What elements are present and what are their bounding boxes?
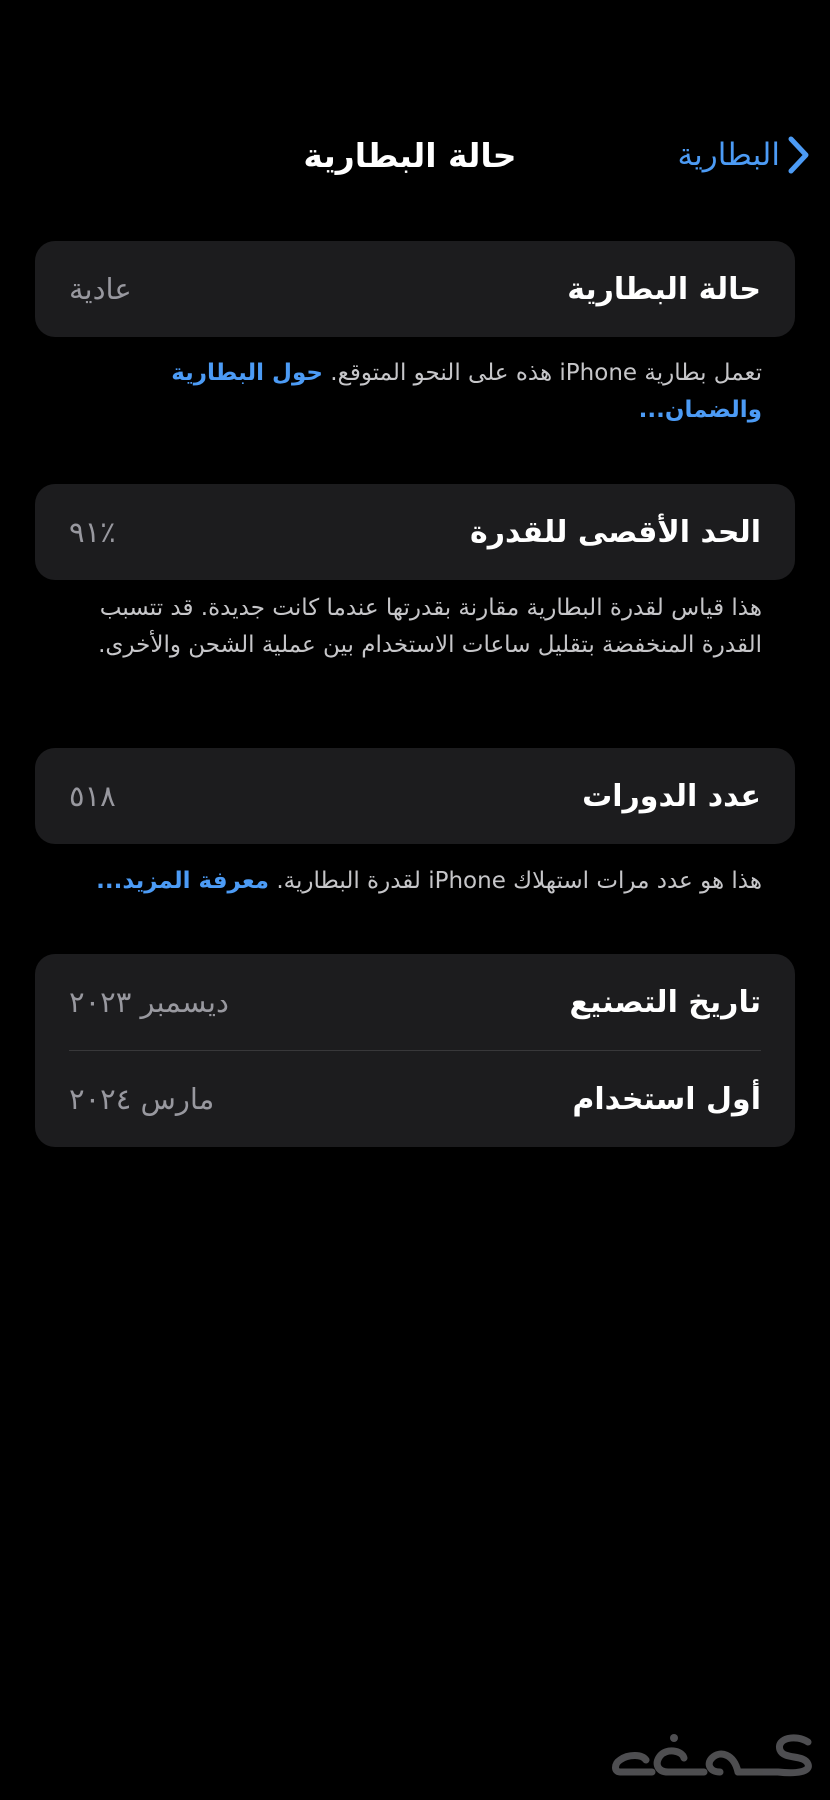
maximum-capacity-row [35,484,795,580]
first-use-row [35,1051,795,1147]
cycle-count-label: عدد الدورات [582,778,761,814]
first-use-value: مارس ٢٠٢٤ [69,1082,215,1116]
manufacture-date-row [35,954,795,1050]
battery-health-card [35,241,795,337]
battery-health-label: حالة البطارية [567,271,761,307]
maximum-capacity-note: هذا قياس لقدرة البطارية مقارنة بقدرتها عندما كانت جديدة. قد تتسبب القدرة المنخفضة بتقليل ساعات الاستخدام بين عملية الشحن والأخرى. [98,595,762,658]
haraj-watermark-logo [608,1724,820,1784]
maximum-capacity-value: ٪٩١ [69,515,116,549]
first-use-label: أول استخدام [572,1081,761,1117]
manufacture-date-value: ديسمبر ٢٠٢٣ [69,985,229,1019]
dates-card [35,954,795,1147]
battery-health-row[interactable] [35,241,795,337]
back-button-label: البطارية [677,137,780,173]
maximum-capacity-label: الحد الأقصى للقدرة [470,514,761,550]
cycle-count-card [35,748,795,844]
cycle-count-row [35,748,795,844]
battery-health-value: عادية [69,272,132,306]
cycle-count-note [60,863,762,900]
maximum-capacity-card [35,484,795,580]
navigation-bar [0,120,830,190]
battery-health-note [60,355,762,429]
learn-more-link[interactable]: معرفة المزيد... [96,868,270,894]
cycle-count-note-text: هذا هو عدد مرات استهلاك iPhone لقدرة البطارية. [276,868,762,894]
page-title: حالة البطارية [303,135,517,175]
manufacture-date-label: تاريخ التصنيع [569,984,761,1020]
cycle-count-value: ٥١٨ [69,779,116,813]
battery-health-note-text: تعمل بطارية iPhone هذه على النحو المتوقع. [330,360,762,386]
battery-warranty-link[interactable]: حول البطارية والضمان... [171,360,762,423]
